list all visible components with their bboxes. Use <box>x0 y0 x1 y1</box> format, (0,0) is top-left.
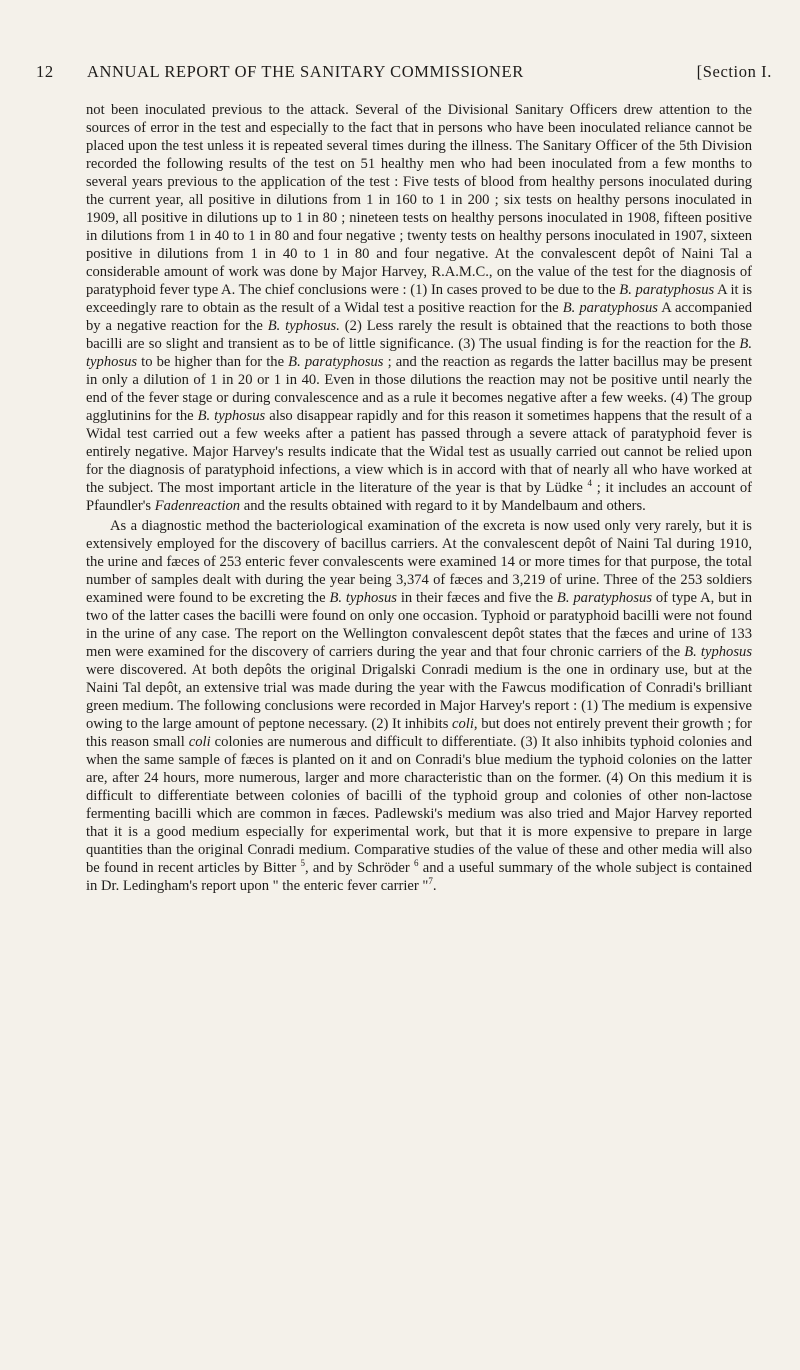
italic-run: B. paratyphosus <box>562 300 658 316</box>
paragraph-widal-test <box>86 101 752 515</box>
footnote-ref: 5 <box>300 858 306 869</box>
running-header <box>36 62 772 88</box>
italic-run: B. paratyphosus <box>556 590 652 606</box>
paragraph-bacteriological-examination <box>86 517 752 895</box>
text-run: in their fæces and five the <box>396 590 557 606</box>
text-run: to be higher than for the <box>137 354 289 370</box>
text-run: ; it includes an account of Pfaundler's <box>86 480 753 514</box>
footnote-ref: 7 <box>428 876 433 887</box>
italic-run: B. typhosus. <box>267 318 340 334</box>
italic-run: coli <box>452 716 474 732</box>
page-number: 12 <box>36 62 54 81</box>
text-run: A it is exceedingly rare to obtain as the result of a Widal test a positive reaction for the <box>86 282 753 316</box>
running-title: ANNUAL REPORT OF THE SANITARY COMMISSIONER <box>87 62 524 81</box>
text-run: also disappear rapidly and for this reason it sometimes happens that the result of a Widal test carried out a few weeks after a patient has passed through a severe attack of paratyphoid fever is entirely negative. Major Harvey's results indicate that the Widal test as usually carried out cannot be relied upon for the diagnosis of paratyphoid infections, a view which is in accord with that of nearly all who have worked at the subject. The most important article in the literature of the year is that by Lüdke <box>86 408 752 496</box>
text-run: . <box>432 878 437 894</box>
italic-run: B. typhosus <box>684 644 752 660</box>
italic-run: B. typhosus <box>329 590 397 606</box>
italic-run: Fadenreaction <box>154 498 241 514</box>
text-run: ; and the reaction as regards the latter bacillus may be present in only a dilution of 1 in 20 or 1 in 40. Even in those dilutions the reaction may not be positive until nearly the end of the fever stage or during convalescence and as a rule it becomes negative after a few weeks. (4) The group agglutinins for the <box>86 354 752 424</box>
text-run: colonies are numerous and difficult to differentiate. (3) It also inhibits typhoid colonies and when the same sample of fæces is planted on it and on Conradi's blue medium the typhoid colonies on the latter are, after 24 hours, more numerous, larger and more characteristic than on the former. (4) On this medium it is difficult to differentiate between colonies of bacilli of the typhoid group and colonies of other non-lactose fermenting bacilli which are common in fæces. Padlewski's medium was also tried and Major Harvey reported that it is a good medium especially for experimental work, but that it is more expensive to prepare in large quantities than the original Conradi medium. Comparative studies of the value of these and other media will also be found in recent articles by Bitter <box>86 734 752 876</box>
text-run: , but does not entirely prevent their growth ; for this reason small <box>86 716 752 750</box>
text-run: of type A, but in two of the latter cases the bacilli were found on only one occasion. Typhoid or paratyphoid bacilli were not found in the urine of any case. The report on the Wellington convalescent depôt states that the fæces and urine of 133 men were examined for the discovery of carriers during the year and that four chronic carriers of the <box>86 590 752 660</box>
text-run: not been inoculated previous to the attack. Several of the Divisional Sanitary Officers drew attention to the sources of error in the test and especially to the fact that in persons who have been inoculated reliance cannot be placed upon the test unless it is repeated several times during the illness. The Sanitary Officer of the 5th Division recorded the following results of the test on 51 healthy men who had been inoculated from a few months to several years previous to the application of the test : Five tests of blood from healthy persons inoculated during the current year, all positive in dilutions from 1 in 160 to 1 in 200 ; six tests on healthy persons inoculated in 1909, all positive in dilutions up to 1 in 80 ; nineteen tests on healthy persons inoculated in 1908, fifteen positive in dilutions from 1 in 40 to 1 in 80 and four negative ; twenty tests on healthy persons inoculated in 1907, sixteen positive in dilutions from 1 in 40 to 1 in 80 and four negative. At the convalescent depôt of Naini Tal a considerable amount of work was done by Major Harvey, R.A.M.C., on the value of the test for the diagnosis of paratyphoid fever type A. The chief conclusions were : (1) In cases proved to be due to the <box>86 102 752 298</box>
italic-run: B. typhosus <box>86 336 752 370</box>
section-label: [Section I. <box>696 62 772 81</box>
footnote-ref: 6 <box>414 858 419 869</box>
text-run: (2) Less rarely the result is obtained that the reactions to both those bacilli are so slight and transient as to be of little significance. (3) The usual finding is for the reaction for the <box>86 318 752 352</box>
italic-run: coli <box>188 734 211 750</box>
text-run: and the results obtained with regard to it by Mandelbaum and others. <box>240 498 646 514</box>
italic-run: B. paratyphosus <box>619 282 715 298</box>
body-text <box>86 101 752 895</box>
italic-run: B. typhosus <box>197 408 266 424</box>
italic-run: B. paratyphosus <box>288 354 384 370</box>
text-run: A accompanied by a negative reaction for the <box>86 300 753 334</box>
text-run: As a diagnostic method the bacteriological examination of the excreta is now used only very rarely, but it is extensively employed for the discovery of bacillus carriers. At the convalescent depôt of Naini Tal during 1910, the urine and fæces of 253 enteric fever convalescents were examined 14 or more times for that purpose, the total number of samples dealt with during the year being 3,374 of fæces and 3,219 of urine. Three of the 253 soldiers examined were found to be excreting the <box>86 518 752 606</box>
text-run: were discovered. At both depôts the original Drigalski Conradi medium is the one in ordinary use, but at the Naini Tal depôt, an extensive trial was made during the year with the Fawcus modification of Conradi's brilliant green medium. The following conclusions were recorded in Major Harvey's report : (1) The medium is expensive owing to the large amount of peptone necessary. (2) It inhibits <box>86 662 752 732</box>
text-run: , and by Schröder <box>305 860 415 876</box>
text-run: and a useful summary of the whole subject is contained in Dr. Ledingham's report upon " the enteric fever carrier " <box>86 860 752 894</box>
footnote-ref: 4 <box>587 478 593 489</box>
